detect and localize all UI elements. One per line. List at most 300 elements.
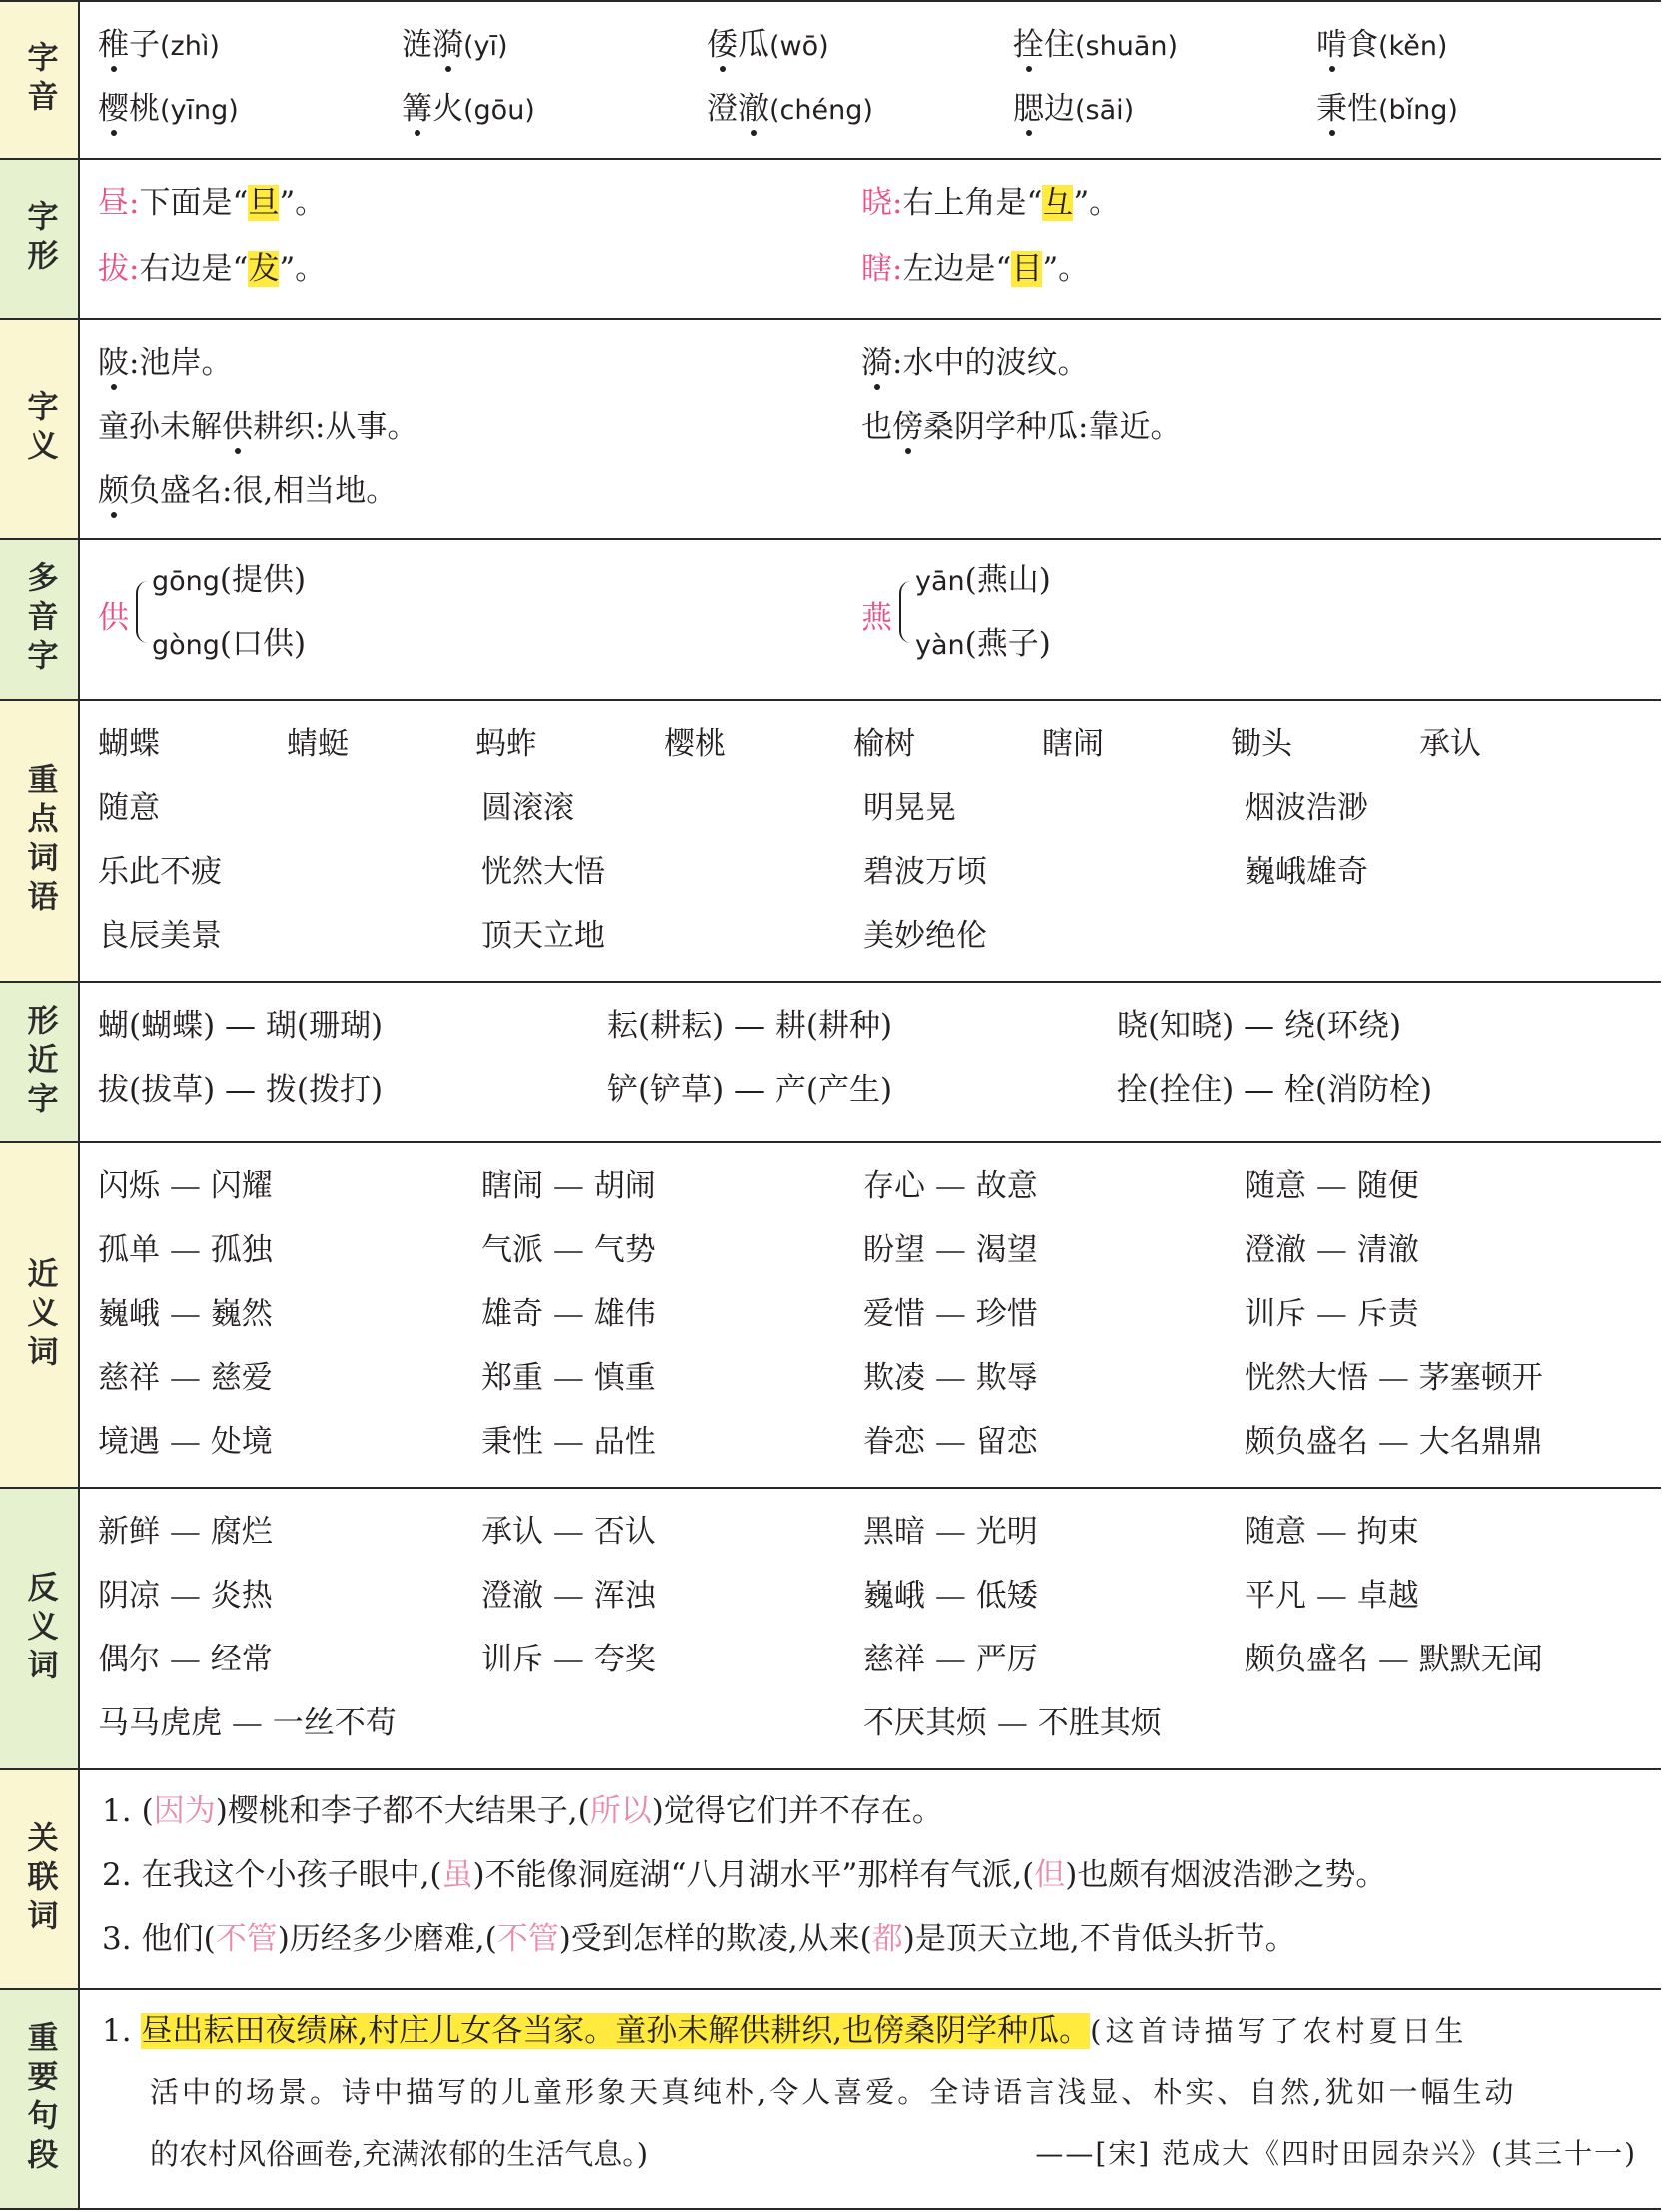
dotted-char: 颇: [98, 473, 129, 509]
word-pair: [98, 1167, 273, 1206]
sentence-number: 2.: [102, 1857, 132, 1893]
word-pair: [863, 1231, 1038, 1270]
word-b: 故意: [975, 1168, 1038, 1204]
dotted-char: 秉: [1316, 91, 1347, 127]
pair-dash: —: [925, 1642, 976, 1677]
similar-char-pair: 拔(拔草) — 拨(拨打): [98, 1072, 384, 1108]
word-pair: [1245, 1167, 1419, 1206]
sentence-text: )也颇有烟波浩渺之势。: [1065, 1857, 1387, 1893]
row-keywords: [0, 701, 1661, 983]
glyph-text: 下面是“: [139, 185, 249, 221]
meaning-item: [98, 408, 417, 447]
pair-dash: —: [543, 1578, 594, 1614]
pair-dash: —: [543, 1514, 594, 1550]
brace-shape: [136, 581, 152, 643]
meaning-post: 耕织:从事。: [253, 409, 418, 445]
meaning-post: 负盛名:很,相当地。: [129, 473, 398, 509]
pinyin: (wō): [769, 31, 829, 62]
word-pre: 涟: [402, 27, 432, 63]
word-post: 住: [1044, 27, 1075, 63]
word-a: 恍然大悟: [1245, 1360, 1368, 1396]
word-pre: 澄: [707, 91, 738, 127]
pair-dash: —: [543, 1168, 594, 1204]
word-a: 承认: [481, 1514, 543, 1550]
word-b: 斥责: [1356, 1296, 1419, 1332]
dotted-char: 陂: [98, 345, 129, 381]
word-pair: [481, 1359, 656, 1398]
sentence-text: 他们(: [141, 1921, 216, 1957]
word-b: 严厉: [975, 1642, 1038, 1677]
row-antonyms: [0, 1489, 1661, 1770]
pair-dash: —: [1368, 1424, 1419, 1460]
similar-char-pair: 拴(拴住) — 栓(消防栓): [1117, 1072, 1433, 1108]
word-pair: [863, 1577, 1038, 1616]
word-b: 孤独: [210, 1232, 273, 1268]
glyph-sep: :: [129, 185, 140, 221]
word-a: 存心: [863, 1168, 925, 1204]
word-b: 腐烂: [210, 1514, 273, 1550]
word-b: 巍然: [210, 1296, 273, 1332]
word-a: 阴凉: [98, 1578, 160, 1614]
word-a: 随意: [1245, 1514, 1306, 1550]
word-a: 偶尔: [98, 1642, 160, 1677]
glyph-sep: :: [892, 185, 903, 221]
word-a: 马马虎虎: [98, 1705, 222, 1741]
word-pair: [863, 1167, 1038, 1206]
pronunciation-item: [1316, 26, 1447, 65]
word-a: 孤单: [98, 1232, 160, 1268]
similar-char-pair: 晓(知晓) — 绕(环绕): [1117, 1008, 1402, 1044]
word-a: 巍峨: [863, 1578, 925, 1614]
word-a: 闪烁: [98, 1168, 160, 1204]
polyphone-char: 供: [98, 600, 129, 636]
passage-line-3: 的农村风俗画卷,充满浓郁的生活气息。): [150, 2137, 649, 2171]
word-b: 夸奖: [593, 1642, 656, 1677]
keyword: 承认: [1419, 726, 1481, 762]
label-meaning: 字义: [0, 320, 80, 538]
glyph-char: 拔: [98, 251, 129, 287]
word-b: 雄伟: [593, 1296, 656, 1332]
polyphone-brace: [136, 581, 152, 643]
conjunction-word: 虽: [441, 1857, 473, 1893]
polyphone-reading: [915, 625, 1051, 664]
keyword: 恍然大悟: [481, 854, 605, 890]
pronunciation-item: [402, 26, 508, 65]
pronunciation-item: [1013, 90, 1134, 129]
conjunction-word: 都: [871, 1921, 903, 1957]
sentence-text: )历经多少磨难,(: [277, 1921, 497, 1957]
dotted-char: 拴: [1013, 27, 1044, 63]
conjunction-sentence: [102, 1792, 943, 1831]
meaning-item: [861, 344, 1088, 383]
word-a: 眷恋: [863, 1424, 925, 1460]
glyph-component: 犮: [248, 251, 280, 287]
word-a: 气派: [481, 1232, 543, 1268]
pair-dash: —: [543, 1232, 594, 1268]
word-pair: [1245, 1641, 1543, 1679]
glyph-item: [98, 250, 326, 289]
word-pair: [98, 1295, 273, 1334]
glyph-end: ”。: [279, 185, 327, 221]
glyph-end: ”。: [1073, 185, 1121, 221]
pronunciation-item: [98, 26, 220, 65]
reading-word: (口供): [219, 626, 307, 662]
word-pair: [98, 1231, 273, 1270]
word-a: 爱惜: [863, 1296, 925, 1332]
word-a: 训斥: [1245, 1296, 1306, 1332]
glyph-text: 右上角是“: [902, 185, 1043, 221]
similar-char-pair: 铲(铲草) — 产(产生): [607, 1072, 893, 1108]
word-a: 秉性: [481, 1424, 543, 1460]
reading-word: (燕子): [964, 626, 1051, 662]
label-similar-chars: 形近字: [0, 983, 80, 1141]
keyword: 烟波浩渺: [1245, 790, 1368, 826]
conjunction-word: 因为: [153, 1793, 216, 1829]
keyword: 圆滚滚: [481, 790, 574, 826]
pair-dash: —: [222, 1705, 273, 1741]
pair-dash: —: [925, 1514, 976, 1550]
keyword: 随意: [98, 790, 160, 826]
word-a: 欺凌: [863, 1360, 925, 1396]
row-synonyms: [0, 1143, 1661, 1489]
pinyin: (gōu): [463, 95, 535, 126]
glyph-component: ⺔: [1042, 185, 1074, 221]
word-a: 不厌其烦: [863, 1705, 987, 1741]
passage-number: 1.: [102, 2013, 132, 2049]
glyph-char: 瞎: [861, 251, 892, 287]
word-pair: [98, 1704, 397, 1743]
sentence-text: )樱桃和李子都不大结果子,(: [215, 1793, 590, 1829]
dotted-char: 樱: [98, 91, 129, 127]
word-a: 澄澈: [481, 1578, 543, 1614]
sentence-text: )受到怎样的欺凌,从来(: [558, 1921, 872, 1957]
word-b: 炎热: [210, 1578, 273, 1614]
polyphone-reading: [152, 625, 306, 664]
dotted-char: 稚: [98, 27, 129, 63]
conjunction-word: 所以: [589, 1793, 652, 1829]
pronunciation-item: [1013, 26, 1178, 65]
glyph-item: [861, 250, 1089, 289]
word-a: 盼望: [863, 1232, 925, 1268]
word-a: 雄奇: [481, 1296, 543, 1332]
similar-char-pair: 蝴(蝴蝶) — 瑚(珊瑚): [98, 1008, 384, 1044]
word-b: 闪耀: [210, 1168, 273, 1204]
word-a: 瞎闹: [481, 1168, 543, 1204]
passage-source: ——[宋] 范成大《四时田园杂兴》(其三十一): [1035, 2137, 1637, 2170]
word-a: 黑暗: [863, 1514, 925, 1550]
word-b: 处境: [210, 1424, 273, 1460]
glyph-char: 晓: [861, 185, 892, 221]
word-b: 胡闹: [593, 1168, 656, 1204]
dotted-char: 篝: [402, 91, 432, 127]
word-a: 郑重: [481, 1360, 543, 1396]
row-glyph: [0, 160, 1661, 320]
word-a: 颇负盛名: [1245, 1424, 1368, 1460]
conjunction-word: 但: [1034, 1857, 1066, 1893]
pair-dash: —: [160, 1232, 211, 1268]
word-b: 气势: [593, 1232, 656, 1268]
label-conjunctions: 关联词: [0, 1770, 80, 1988]
dotted-char: 漪: [432, 27, 463, 63]
glyph-item: [98, 184, 326, 223]
dotted-char: 漪: [861, 345, 892, 381]
pair-dash: —: [925, 1168, 976, 1204]
word-pair: [863, 1423, 1038, 1462]
word-b: 清澈: [1356, 1232, 1419, 1268]
word-b: 渴望: [975, 1232, 1038, 1268]
word-pair: [481, 1641, 656, 1679]
pair-dash: —: [160, 1424, 211, 1460]
dotted-char: 腮: [1013, 91, 1044, 127]
pinyin: (yīng): [160, 95, 239, 126]
word-a: 澄澈: [1245, 1232, 1306, 1268]
word-pair: [863, 1513, 1038, 1552]
word-a: 新鲜: [98, 1514, 160, 1550]
glyph-end: ”。: [279, 251, 327, 287]
pair-dash: —: [160, 1578, 211, 1614]
pinyin: yān: [915, 566, 965, 597]
pronunciation-item: [1316, 90, 1458, 129]
word-a: 随意: [1245, 1168, 1306, 1204]
pair-dash: —: [1306, 1168, 1357, 1204]
pinyin: (shuān): [1075, 31, 1179, 62]
meaning-pre: 童孙未解: [98, 409, 222, 445]
reading-word: (提供): [219, 562, 307, 598]
pronunciation-item: [402, 90, 535, 129]
word-pair: [98, 1359, 273, 1398]
sentence-number: 3.: [102, 1921, 132, 1957]
word-b: 经常: [210, 1642, 273, 1677]
keyword: 榆树: [853, 726, 915, 762]
glyph-item: [861, 184, 1120, 223]
pair-dash: —: [160, 1642, 211, 1677]
sentence-number: 1.: [102, 1793, 132, 1829]
glyph-char: 昼: [98, 185, 129, 221]
pair-dash: —: [543, 1424, 594, 1460]
word-pair: [481, 1423, 656, 1462]
pair-dash: —: [925, 1360, 976, 1396]
keyword: 碧波万顷: [863, 854, 987, 890]
word-pair: [863, 1359, 1038, 1398]
word-a: 境遇: [98, 1424, 160, 1460]
keyword: 美妙绝伦: [863, 918, 987, 954]
word-pair: [1245, 1423, 1543, 1462]
label-keywords: 重点词语: [0, 701, 80, 981]
pair-dash: —: [925, 1232, 976, 1268]
pair-dash: —: [1306, 1514, 1357, 1550]
row-conjunctions: [0, 1770, 1661, 1990]
word-pair: [481, 1167, 656, 1206]
word-pair: [863, 1295, 1038, 1334]
word-b: 光明: [975, 1514, 1038, 1550]
word-b: 低矮: [975, 1578, 1038, 1614]
pinyin: yàn: [915, 630, 965, 661]
pair-dash: —: [543, 1642, 594, 1677]
word-pair: [863, 1704, 1162, 1743]
word-pair: [1245, 1231, 1419, 1270]
label-pronunciation: 字音: [0, 2, 80, 158]
sentence-text: )不能像洞庭湖“八月湖水平”那样有气派,(: [472, 1857, 1035, 1893]
passage-line-2: 活中的场景。诗中描写的儿童形象天真纯朴,令人喜爱。全诗语言浅显、朴实、自然,犹如一幅生动: [150, 2075, 1517, 2109]
word-pair: [98, 1577, 273, 1616]
word-post: 桃: [129, 91, 160, 127]
label-key-passage: 重要句段: [0, 1990, 80, 2208]
dotted-char: 供: [222, 409, 253, 445]
word-b: 慈爱: [210, 1360, 273, 1396]
keyword: 蜻蜓: [287, 726, 349, 762]
pair-dash: —: [160, 1514, 211, 1550]
conjunction-word: 不管: [496, 1921, 559, 1957]
sentence-text: )觉得它们并不存在。: [651, 1793, 943, 1829]
meaning-post: 桑阴学种瓜:靠近。: [923, 409, 1182, 445]
word-a: 训斥: [481, 1642, 543, 1677]
pair-dash: —: [160, 1296, 211, 1332]
dotted-char: 傍: [892, 409, 923, 445]
word-a: 颇负盛名: [1245, 1642, 1368, 1677]
word-a: 慈祥: [98, 1360, 160, 1396]
word-pair: [481, 1231, 656, 1270]
row-key-passage: [0, 1990, 1661, 2210]
passage-note-1: (这首诗描写了农村夏日生: [1090, 2014, 1468, 2048]
glyph-component: 目: [1011, 251, 1043, 287]
pinyin: gòng: [152, 630, 220, 661]
keyword: 良辰美景: [98, 918, 222, 954]
keyword: 巍峨雄奇: [1245, 854, 1368, 890]
pronunciation-item: [98, 90, 239, 129]
word-a: 平凡: [1245, 1578, 1306, 1614]
word-b: 不胜其烦: [1037, 1705, 1162, 1741]
glyph-sep: :: [129, 251, 140, 287]
row-similar-chars: [0, 983, 1661, 1143]
word-b: 品性: [593, 1424, 656, 1460]
dotted-char: 倭: [707, 27, 738, 63]
word-pair: [1245, 1513, 1419, 1552]
conjunction-sentence: [102, 1856, 1386, 1895]
word-pair: [98, 1513, 273, 1552]
word-post: 食: [1347, 27, 1378, 63]
passage-line-1: [102, 2012, 1467, 2051]
word-b: 拘束: [1356, 1514, 1419, 1550]
meaning-item: [98, 344, 232, 383]
word-b: 一丝不苟: [272, 1705, 397, 1741]
word-b: 默默无闻: [1418, 1642, 1543, 1677]
pair-dash: —: [543, 1296, 594, 1332]
sentence-text: 在我这个小孩子眼中,(: [141, 1857, 442, 1893]
word-pair: [1245, 1359, 1543, 1398]
word-pair: [1245, 1577, 1419, 1616]
meaning-item: [98, 472, 397, 511]
word-b: 珍惜: [975, 1296, 1038, 1332]
glyph-component: 旦: [248, 185, 280, 221]
meaning-pre: 也: [861, 409, 892, 445]
word-pair: [481, 1577, 656, 1616]
meaning-item: [861, 408, 1181, 447]
pinyin: (zhì): [160, 31, 220, 62]
pair-dash: —: [987, 1705, 1038, 1741]
keyword: 乐此不疲: [98, 854, 222, 890]
pronunciation-item: [707, 90, 873, 129]
glyph-sep: :: [892, 251, 903, 287]
pair-dash: —: [1306, 1296, 1357, 1332]
meaning-post: :池岸。: [129, 345, 233, 381]
keyword: 锄头: [1231, 726, 1292, 762]
word-post: 瓜: [738, 27, 769, 63]
word-b: 大名鼎鼎: [1418, 1424, 1543, 1460]
keyword: 明晃晃: [863, 790, 956, 826]
pinyin: (yī): [463, 31, 508, 62]
pair-dash: —: [925, 1424, 976, 1460]
keyword: 瞎闹: [1042, 726, 1104, 762]
poem-highlight: 昼出耘田夜绩麻,村庄儿女各当家。童孙未解供耕织,也傍桑阴学种瓜。: [141, 2013, 1091, 2049]
word-b: 浑浊: [593, 1578, 656, 1614]
label-antonyms: 反义词: [0, 1489, 80, 1768]
pair-dash: —: [543, 1360, 594, 1396]
word-b: 慎重: [593, 1360, 656, 1396]
pair-dash: —: [1368, 1360, 1419, 1396]
dotted-char: 澈: [738, 91, 769, 127]
conjunction-word: 不管: [215, 1921, 278, 1957]
word-pair: [98, 1641, 273, 1679]
word-b: 随便: [1356, 1168, 1419, 1204]
conjunction-sentence: [102, 1920, 1296, 1959]
pair-dash: —: [925, 1578, 976, 1614]
row-meaning: [0, 320, 1661, 540]
glyph-text: 左边是“: [902, 251, 1012, 287]
polyphone-reading: [915, 561, 1051, 600]
pair-dash: —: [160, 1168, 211, 1204]
pinyin: (chéng): [769, 95, 873, 126]
keyword: 蝴蝶: [98, 726, 160, 762]
pair-dash: —: [1306, 1578, 1357, 1614]
word-pair: [481, 1295, 656, 1334]
pinyin: gōng: [152, 566, 220, 597]
pair-dash: —: [1306, 1232, 1357, 1268]
pair-dash: —: [1368, 1642, 1419, 1677]
pair-dash: —: [925, 1296, 976, 1332]
polyphone-reading: [152, 561, 306, 600]
glyph-text: 右边是“: [139, 251, 249, 287]
word-pair: [863, 1641, 1038, 1679]
word-b: 茅塞顿开: [1418, 1360, 1543, 1396]
keyword: 樱桃: [664, 726, 726, 762]
word-b: 留恋: [975, 1424, 1038, 1460]
label-glyph: 字形: [0, 160, 80, 318]
word-a: 巍峨: [98, 1296, 160, 1332]
keyword: 顶天立地: [481, 918, 605, 954]
meaning-post: :水中的波纹。: [892, 345, 1089, 381]
pair-dash: —: [160, 1360, 211, 1396]
pinyin: (sāi): [1075, 95, 1135, 126]
word-post: 边: [1044, 91, 1075, 127]
word-pair: [1245, 1295, 1419, 1334]
word-pair: [98, 1423, 273, 1462]
brace-shape: [899, 581, 915, 643]
word-post: 性: [1347, 91, 1378, 127]
similar-char-pair: 耘(耕耘) — 耕(耕种): [607, 1008, 893, 1044]
word-a: 慈祥: [863, 1642, 925, 1677]
keyword: 蚂蚱: [475, 726, 537, 762]
word-b: 否认: [593, 1514, 656, 1550]
sentence-text: (: [141, 1793, 154, 1829]
dotted-char: 啃: [1316, 27, 1347, 63]
pronunciation-item: [707, 26, 829, 65]
row-polyphone: [0, 540, 1661, 701]
row-pronunciation: [0, 2, 1661, 160]
label-synonyms: 近义词: [0, 1143, 80, 1487]
word-post: 火: [432, 91, 463, 127]
polyphone-char: 燕: [861, 600, 892, 636]
word-b: 欺辱: [975, 1360, 1038, 1396]
